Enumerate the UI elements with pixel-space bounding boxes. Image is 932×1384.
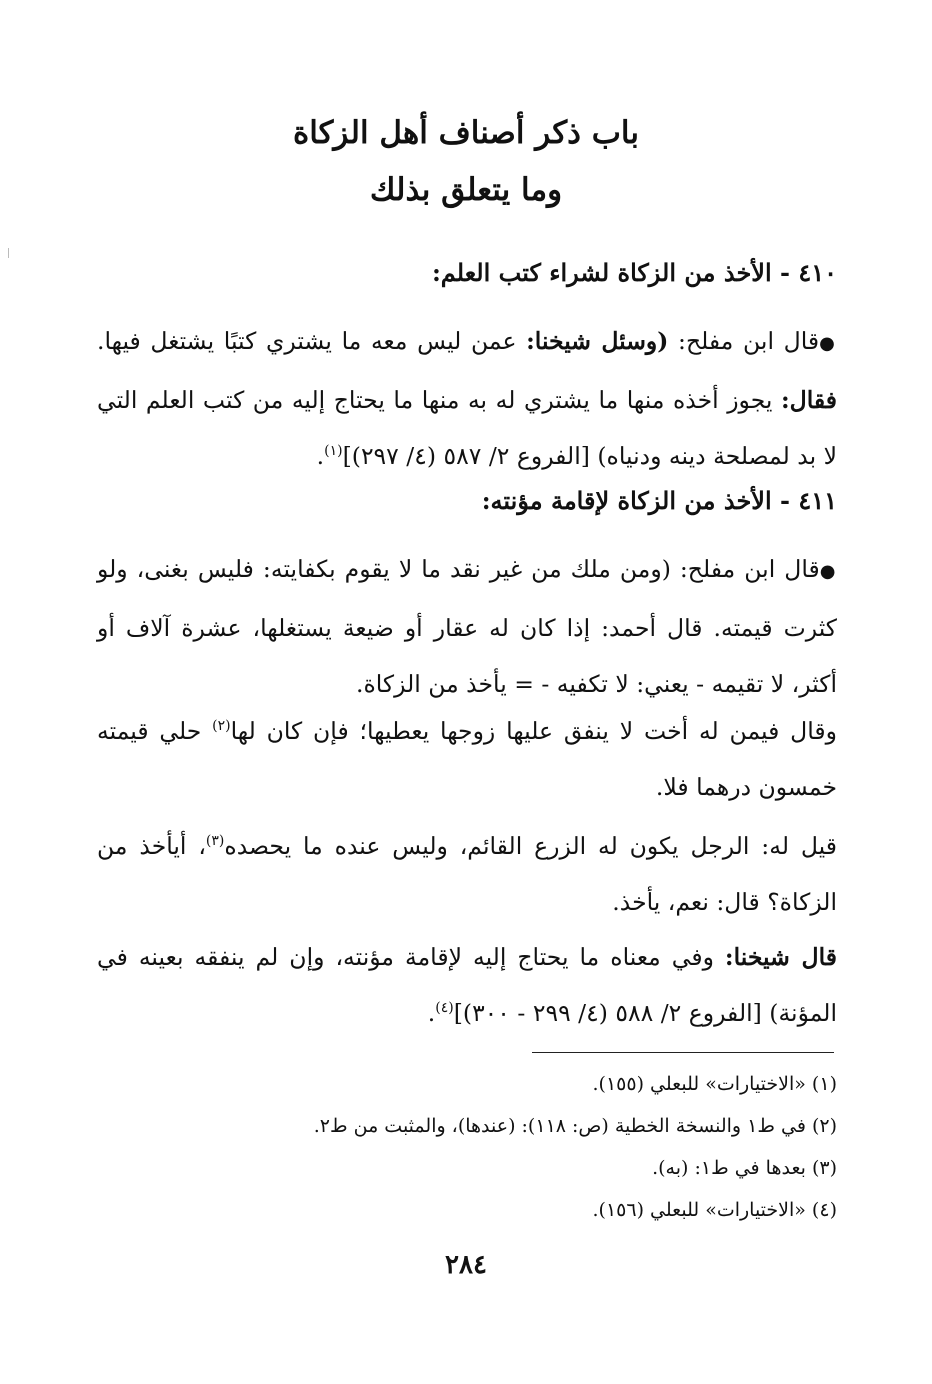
footnote-2: (٢) في ط١ والنسخة الخطية (ص: ١١٨): (عندها)، والمثبت من ط٢. — [313, 1115, 837, 1137]
text: . — [427, 999, 436, 1027]
text: قيل له: الرجل يكون له الزرع القائم، وليس عنده ما يحصده — [224, 832, 837, 860]
footnote-3: (٣) بعدها في ط١: (به). — [652, 1157, 837, 1179]
text: قال ابن مفلح: (ومن ملك من غير نقد ما لا يقوم بكفايته: فليس بغنى، ولو كثرت قيمته. قال أحمد: إذا كان له عقار أو ضيعة يستغلها، عشرة آلاف أو أكثر، لا تقيمه - يعني: لا تكفيه - = يأخذ من الزكاة. — [97, 555, 837, 698]
chapter-title-line2: وما يتعلق بذلك — [369, 172, 563, 208]
bold-text: (وسئل شيخنا: — [526, 327, 669, 355]
margin-mark — [8, 248, 9, 258]
paragraph-411-2 — [97, 703, 837, 815]
footnote-ref: (٢) — [212, 718, 231, 735]
page-number: ٢٨٤ — [445, 1250, 487, 1280]
footnote-divider — [532, 1052, 834, 1053]
paragraph-411-1 — [97, 541, 837, 712]
text: وفي معناه ما يحتاج إليه لإقامة مؤنته، وإن لم ينفقه بعينه في المؤنة) [الفروع ٢/ ٥٨٨ (٤/ ٢٩٩ - ٣٠٠)] — [97, 943, 837, 1027]
footnote-ref: (٤) — [435, 1000, 454, 1017]
chapter-title-line1: باب ذكر أصناف أهل الزكاة — [292, 115, 639, 151]
footnote-ref: (١) — [324, 443, 343, 460]
text: حلي قيمته خمسون درهما فلا. — [97, 717, 837, 801]
section-heading-410: ٤١٠ - الأخذ من الزكاة لشراء كتب العلم: — [431, 258, 837, 287]
text: عمن ليس معه ما يشتري كتبًا يشتغل فيها. — [97, 327, 527, 355]
footnote-1: (١) «الاختيارات» للبعلي (١٥٥). — [592, 1073, 837, 1095]
footnote-4: (٤) «الاختيارات» للبعلي (١٥٦). — [592, 1199, 837, 1221]
footnote-ref: (٣) — [205, 833, 225, 850]
paragraph-410-1 — [97, 313, 837, 484]
bullet-icon: ● — [819, 333, 837, 354]
text: . — [316, 442, 325, 470]
paragraph-411-4 — [97, 929, 837, 1041]
section-heading-411: ٤١١ - الأخذ من الزكاة لإقامة مؤنته: — [481, 486, 837, 515]
text: قال ابن مفلح: — [668, 327, 820, 355]
paragraph-411-3 — [97, 818, 837, 930]
text: يجوز أخذه منها ما يشتري له به منها ما يحتاج إليه من كتب العلم التي لا بد لمصلحة دينه ودنياه) [الفروع ٢/ ٥٨٧ (٤/ ٢٩٧)] — [97, 386, 837, 470]
bold-text: قال شيخنا: — [724, 943, 837, 971]
text: وقال فيمن له أخت لا ينفق عليها زوجها يعطيها؛ فإن كان لها — [230, 717, 837, 745]
bullet-icon: ● — [819, 561, 837, 582]
text: ، أيأخذ من الزكاة؟ قال: نعم، يأخذ. — [97, 832, 837, 916]
bold-text: فقال: — [780, 386, 837, 414]
